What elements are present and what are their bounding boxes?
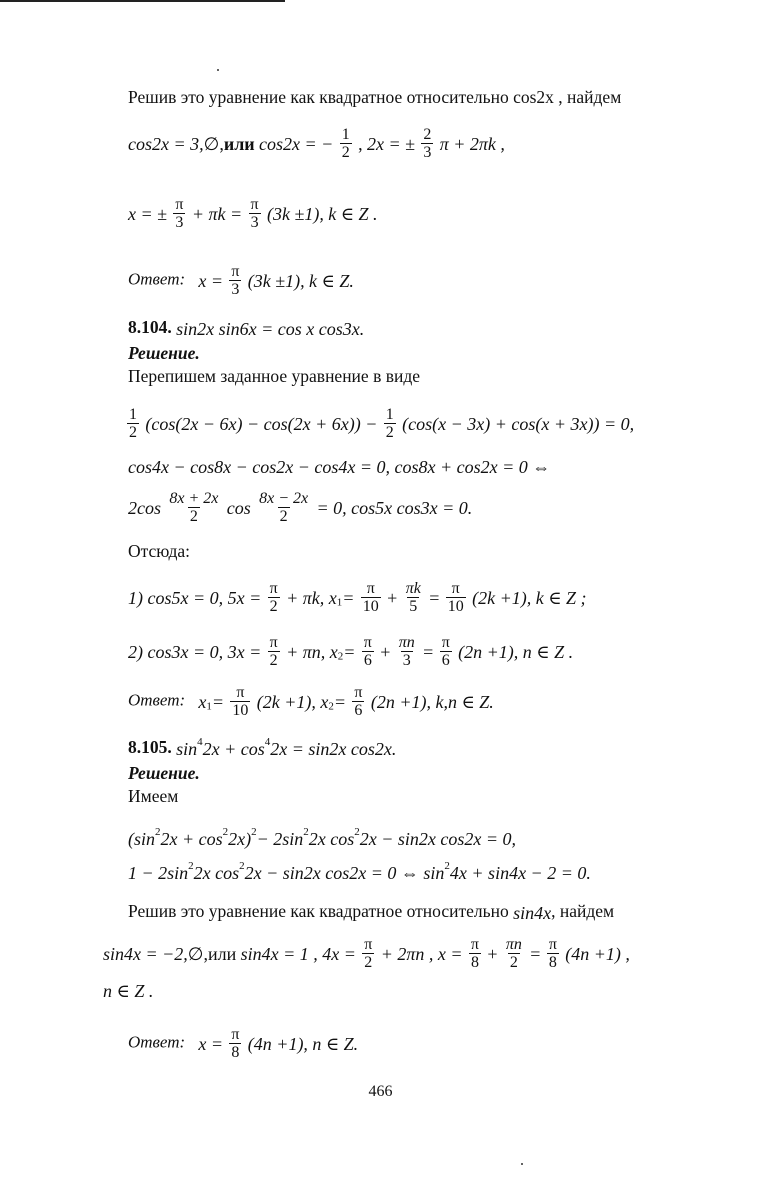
equation-x-solution: x = ± $\frac{\pi}{3}$ + πk = $\frac{\pi}{3}$ (3k ±1), k ∈ Z .	[128, 196, 378, 231]
equation-identity: $(\sin^22x + \cos^22x)^2- 2\sin^22x$ $\cos^22x - \sin 2x$ cos2x = 0,	[128, 826, 517, 849]
fraction: $\frac{\pi}{8}$	[470, 936, 479, 971]
fraction: $\frac{\pi}{2}$	[364, 936, 373, 971]
fraction: $\frac{\pi}{8}$	[548, 936, 557, 971]
solution-heading: Решение.	[128, 343, 200, 363]
fraction: $\frac{\pi}{6}$	[354, 684, 363, 719]
fraction: $\frac{\pi n}{3}$	[398, 634, 415, 669]
solution-heading: Решение.	[128, 763, 200, 783]
text-rewrite: Перепишем заданное уравнение в виде	[128, 366, 421, 386]
fraction: $\frac{\pi}{6}$	[441, 634, 450, 669]
answer-2: Ответ: $x_1=$ $\frac{\pi}{10}$ (2k +1), $x_2=$ $\frac{\pi}{6}$ (2n +1), k,n ∈ Z.	[128, 684, 494, 719]
fraction: $\frac{\pi}{2}$	[269, 580, 278, 615]
fraction: $\frac{8x + 2x}{2}$	[169, 490, 219, 525]
scan-speck	[521, 1163, 523, 1165]
page-number: 466	[368, 1083, 393, 1100]
header-rule	[0, 0, 285, 2]
fraction: $\frac{\pi}{10}$	[232, 684, 249, 719]
fraction: $\frac{\pi}{3}$	[250, 196, 259, 231]
equation-quadratic: $1 - 2\sin^22x$ $\cos^22x - \sin 2x$ cos2x = 0 ⇔ $\sin^24x + \sin 4x - 2 = 0$.	[128, 860, 591, 883]
answer-1: Ответ: x = $\frac{\pi}{3}$ (3k ±1), k ∈ Z.	[128, 263, 354, 298]
scan-speck	[217, 69, 219, 71]
text-we-have: Имеем	[128, 786, 179, 806]
fraction: $\frac{\pi}{3}$	[231, 263, 240, 298]
fraction: $\frac{\pi n}{2}$	[505, 936, 522, 971]
equation-case-2: 2) cos3x = 0, 3x = $\frac{\pi}{2}$ + πn, $x_2=$ $\frac{\pi}{6}$ + $\frac{\pi n}{3}$ = $\frac{\pi}{6}$ (2n +1), n ∈ Z .	[128, 634, 574, 669]
fraction: $\frac{\pi}{6}$	[363, 634, 372, 669]
fraction: $\frac{\pi}{8}$	[231, 1026, 240, 1061]
equation-cos2x-roots: cos2x = 3,∅,или cos2x = − $\frac{1}{2}$ , 2x = ± $\frac{2}{3}$ π + 2πk ,	[128, 126, 505, 161]
equation-simplify: cos4x − cos8x − cos2x − cos4x = 0, cos8x + cos2x = 0 ⇔	[128, 456, 551, 477]
equation-product-to-sum: $\frac{1}{2}$ (cos(2x − 6x) − cos(2x + 6x)) − $\frac{1}{2}$ (cos(x − 3x) + cos(x + 3x)) = 0,	[129, 406, 635, 441]
fraction: $\frac{\pi}{10}$	[447, 580, 464, 615]
fraction: $\frac{1}{2}$	[341, 126, 350, 161]
fraction: $\frac{\pi}{3}$	[175, 196, 184, 231]
fraction: $\frac{1}{2}$	[129, 406, 137, 441]
fraction: $\frac{\pi}{10}$	[362, 580, 379, 615]
text-intro-1: Решив это уравнение как квадратное относительно cos2x , найдем	[128, 87, 622, 107]
equation-sum-to-product: 2cos $\frac{8x + 2x}{2}$ cos $\frac{8x - 2x}{2}$ = 0, cos5x cos3x = 0.	[128, 490, 473, 525]
equation-sin4x-roots: sin4x = −2,∅,или sin4x = 1 , 4x = $\frac{\pi}{2}$ + 2πn , x = $\frac{\pi}{8}$ + $\frac{\pi n}{2}$ = $\frac{\pi}{8}$ (4n +1) ,	[103, 936, 630, 971]
equation-case-1: 1) cos5x = 0, 5x = $\frac{\pi}{2}$ + πk, $x_1=$ $\frac{\pi}{10}$ + $\frac{\pi k}{5}$ = $\frac{\pi}{10}$ (2k +1), k ∈ Z ;	[128, 580, 587, 615]
problem-8-105: 8.105. $\sin^42x + \cos^42x = \sin 2x$ cos2x.	[128, 736, 397, 759]
text-intro-2: Решив это уравнение как квадратное относительно sin4x, найдем	[128, 901, 615, 923]
fraction: $\frac{2}{3}$	[423, 126, 432, 161]
fraction: $\frac{1}{2}$	[385, 406, 394, 441]
text-hence: Отсюда:	[128, 541, 190, 561]
fraction: $\frac{\pi}{2}$	[269, 634, 278, 669]
fraction: $\frac{8x - 2x}{2}$	[259, 490, 309, 525]
fraction: $\frac{\pi k}{5}$	[405, 580, 421, 615]
answer-3: Ответ: x = $\frac{\pi}{8}$ (4n +1), n ∈ Z.	[128, 1026, 359, 1061]
equation-n-in-z: n ∈ Z .	[103, 980, 154, 1001]
problem-8-104: 8.104. sin2x sin6x = cos x cos3x.	[128, 317, 365, 339]
